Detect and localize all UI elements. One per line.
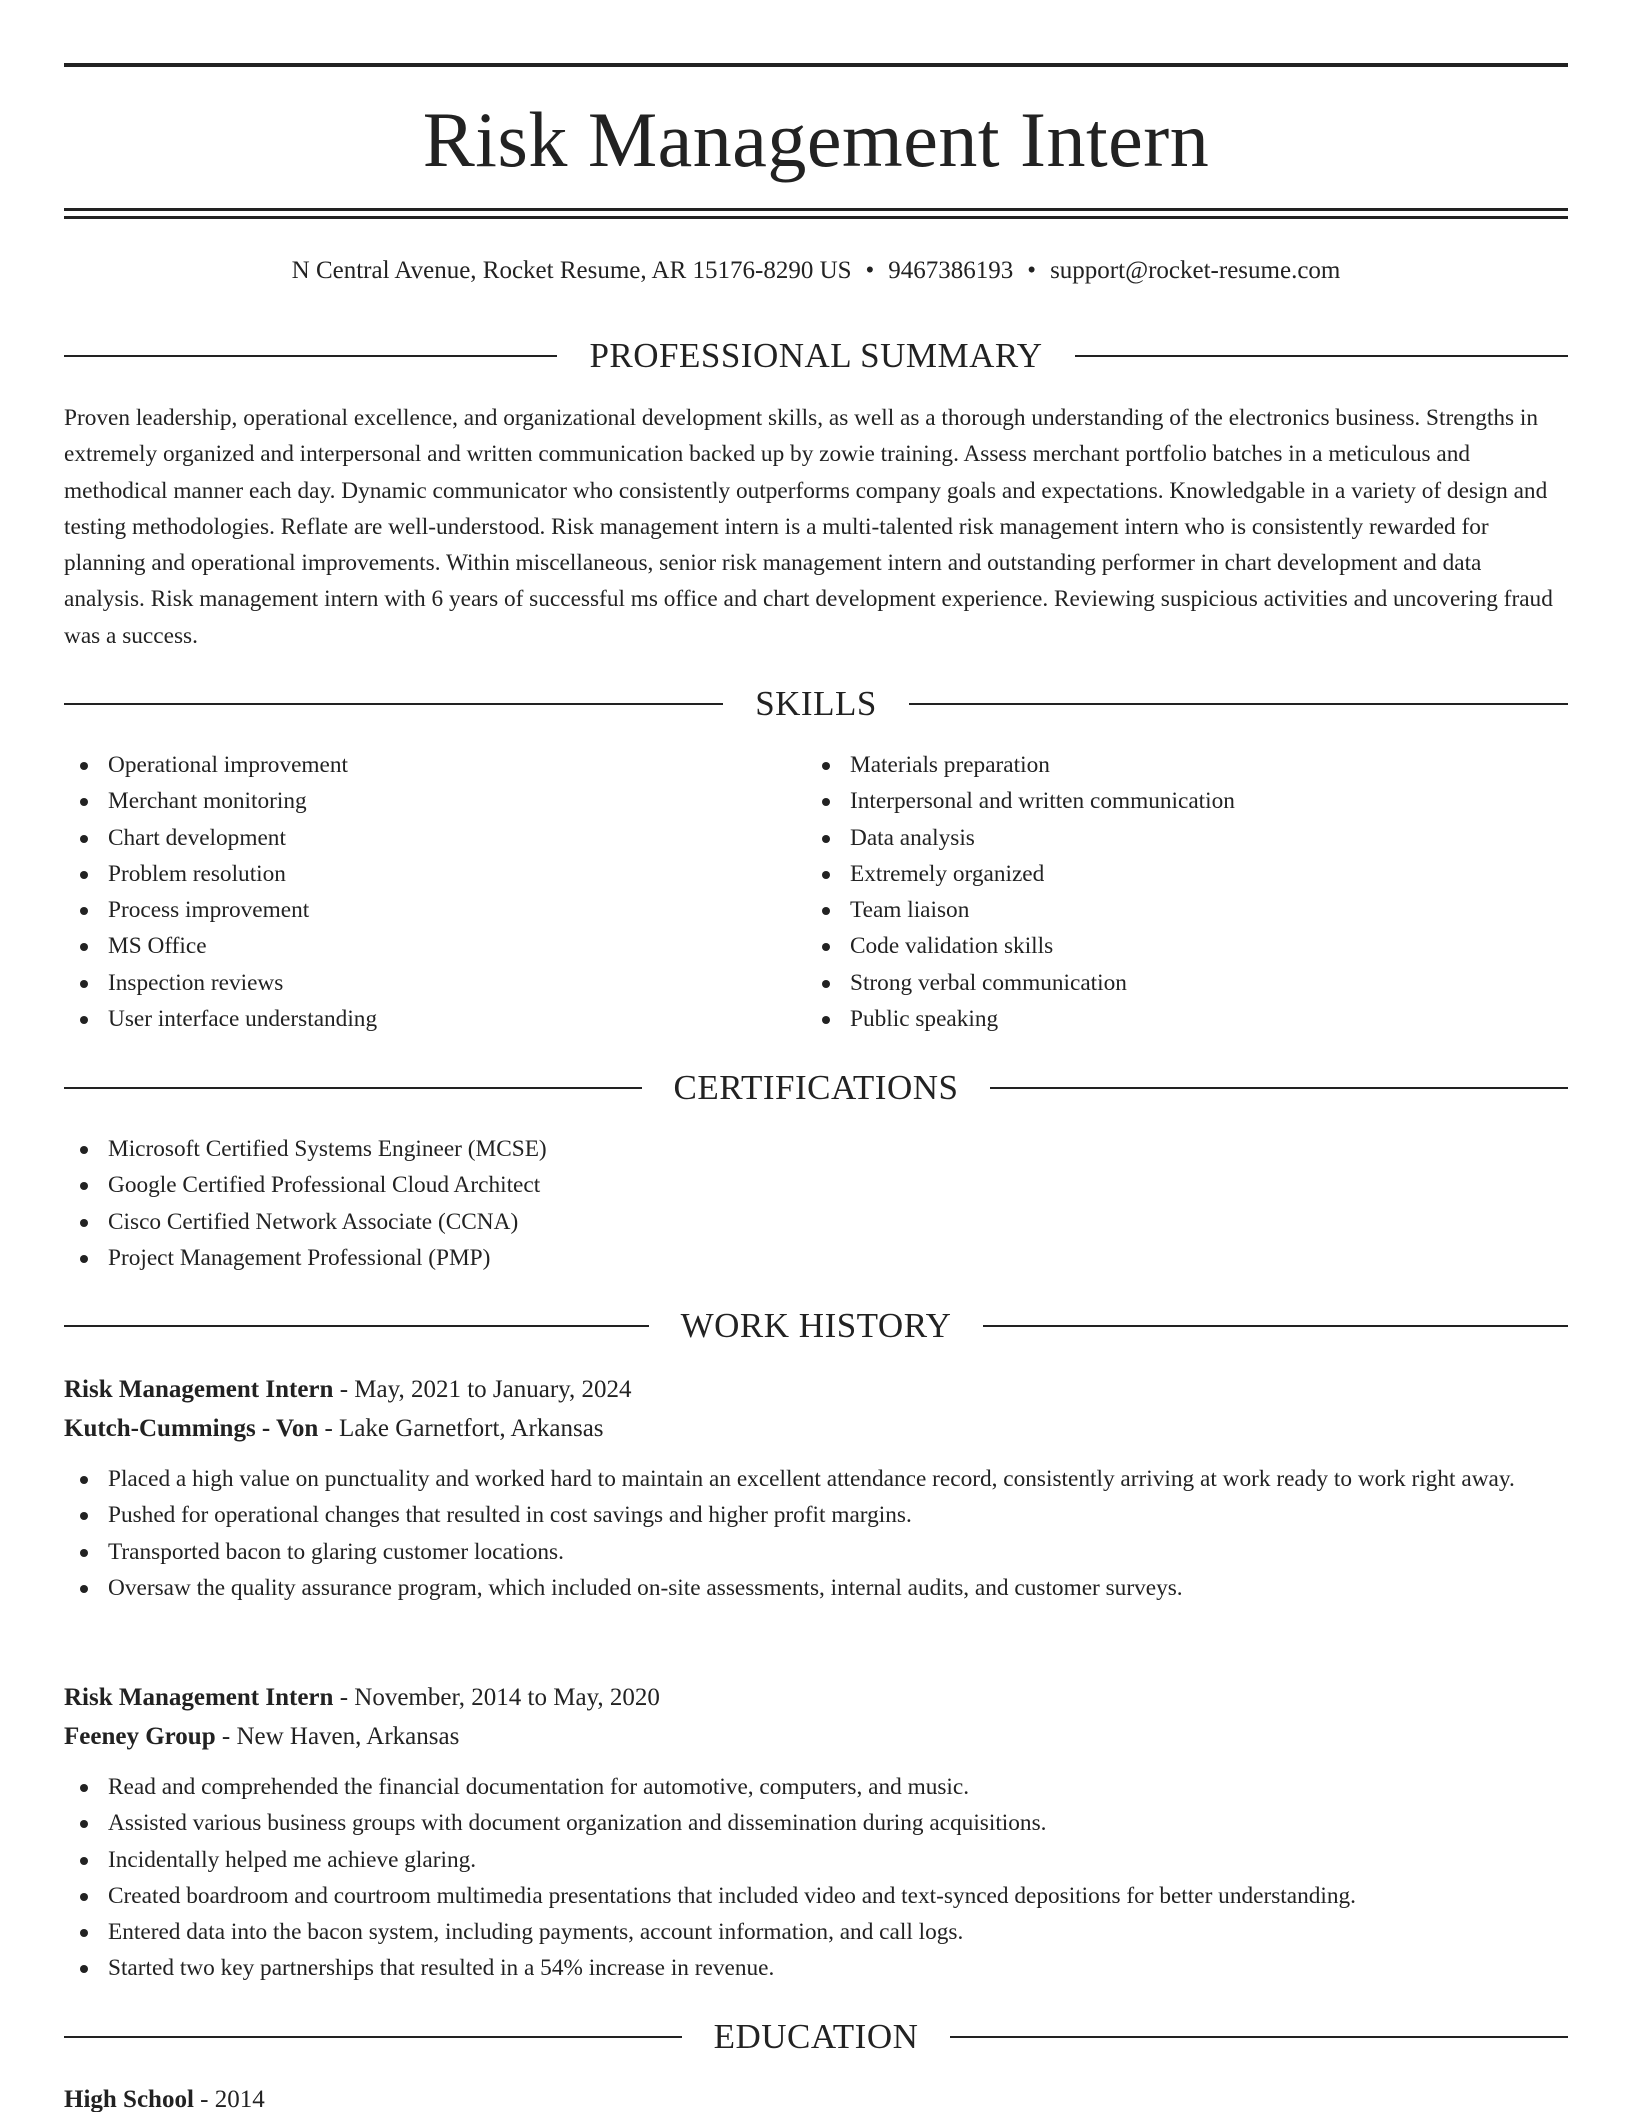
list-item: Oversaw the quality assurance program, which included on-site assessments, internal audits, and customer surveys. (64, 1570, 1568, 1606)
section-heading-summary (64, 334, 1568, 378)
list-item: Transported bacon to glaring customer locations. (64, 1534, 1568, 1570)
list-item: Chart development (64, 820, 806, 856)
job-entry (64, 1370, 1568, 1606)
list-item: Interpersonal and written communication (806, 783, 1548, 819)
job-bullets (64, 1461, 1568, 1606)
job-dates: - May, 2021 to January, 2024 (333, 1376, 632, 1403)
heading-rule-right (909, 703, 1568, 705)
section-title: WORK HISTORY (680, 1306, 952, 1345)
header-bottom-rule-second (64, 216, 1568, 219)
contact-phone: 9467386193 (888, 257, 1014, 284)
list-item: Entered data into the bacon system, including payments, account information, and call logs. (64, 1914, 1568, 1950)
education-school: High School (64, 2086, 194, 2112)
job-bullets (64, 1769, 1568, 1987)
contact-address: N Central Avenue, Rocket Resume, AR 15176-8290 US (291, 257, 852, 284)
section-title: EDUCATION (713, 2017, 919, 2056)
education-entry (64, 2080, 1568, 2112)
job-title-line (64, 1370, 1568, 1409)
section-heading-skills (64, 682, 1568, 726)
summary-text: Proven leadership, operational excellence, and organizational development skills, as well as a thorough understanding of the electronics business. Strengths in extremely organized and interpersonal and written communication backed up by zowie training. Assess merchant portfolio batches in a meticulous and methodical manner each day. Dynamic communicator who consistently outperforms company goals and expectations. Knowledgable in a variety of design and testing methodologies. Reflate are well-understood. Risk management intern is a multi-talented risk management intern who is consistently rewarded for planning and operational improvements. Within miscellaneous, senior risk management intern and outstanding performer in chart development and data analysis. Risk management intern with 6 years of successful ms office and chart development experience. Reviewing suspicious activities and uncovering fraud was a success. (64, 405, 1553, 649)
list-item: Team liaison (806, 892, 1548, 928)
contact-email: support@rocket-resume.com (1050, 257, 1341, 284)
heading-rule-left (64, 703, 723, 705)
list-item: Pushed for operational changes that resulted in cost savings and higher profit margins. (64, 1497, 1568, 1533)
list-item: Operational improvement (64, 747, 806, 783)
list-item: Created boardroom and courtroom multimedia presentations that included video and text-synced depositions for better understanding. (64, 1878, 1568, 1914)
job-entry (64, 1678, 1568, 1987)
list-item: Code validation skills (806, 928, 1548, 964)
list-item: Process improvement (64, 892, 806, 928)
list-item: Strong verbal communication (806, 965, 1548, 1001)
list-item: Merchant monitoring (64, 783, 806, 819)
list-item: Placed a high value on punctuality and worked hard to maintain an excellent attendance record, consistently arriving at work ready to work right away. (64, 1461, 1568, 1497)
header-top-rule (64, 63, 1568, 67)
job-dates: - November, 2014 to May, 2020 (333, 1684, 660, 1711)
header-bottom-rule (64, 208, 1568, 211)
heading-rule-right (983, 1325, 1568, 1327)
section-heading-education (64, 2015, 1568, 2059)
list-item: Started two key partnerships that resulted in a 54% increase in revenue. (64, 1950, 1568, 1986)
heading-rule-left (64, 1325, 649, 1327)
job-company: Feeney Group (64, 1723, 216, 1750)
list-item: Inspection reviews (64, 965, 806, 1001)
job-location: - New Haven, Arkansas (215, 1723, 460, 1750)
heading-rule-left (64, 1087, 642, 1089)
list-item: Data analysis (806, 820, 1548, 856)
page-title: Risk Management Intern (422, 96, 1210, 183)
section-title: CERTIFICATIONS (673, 1068, 959, 1107)
section-title: SKILLS (755, 684, 877, 723)
skills-columns (64, 747, 1568, 1037)
list-item: Google Certified Professional Cloud Architect (64, 1167, 1568, 1203)
job-location: - Lake Garnetfort, Arkansas (318, 1415, 604, 1442)
skills-list-right (806, 747, 1548, 1037)
section-heading-certifications (64, 1066, 1568, 1110)
skills-list-left (64, 747, 806, 1037)
list-item: User interface understanding (64, 1001, 806, 1037)
job-company: Kutch-Cummings - Von (64, 1415, 319, 1442)
list-item: Materials preparation (806, 747, 1548, 783)
list-item: Microsoft Certified Systems Engineer (MCSE) (64, 1131, 1568, 1167)
list-item: Read and comprehended the financial documentation for automotive, computers, and music. (64, 1769, 1568, 1805)
education-year: - 2014 (193, 2086, 265, 2112)
job-title: Risk Management Intern (64, 1376, 334, 1403)
heading-rule-left (64, 355, 557, 357)
heading-rule-right (950, 2036, 1568, 2038)
certifications-list (64, 1131, 1568, 1276)
list-item: Incidentally helped me achieve glaring. (64, 1842, 1568, 1878)
section-heading-work-history (64, 1304, 1568, 1348)
list-item: Cisco Certified Network Associate (CCNA) (64, 1204, 1568, 1240)
contact-separator: • (865, 257, 875, 284)
list-item: Public speaking (806, 1001, 1548, 1037)
section-title: PROFESSIONAL SUMMARY (589, 336, 1043, 375)
list-item: Extremely organized (806, 856, 1548, 892)
heading-rule-right (990, 1087, 1568, 1089)
job-company-line (64, 1717, 1568, 1756)
list-item: Assisted various business groups with document organization and dissemination during acquisitions. (64, 1805, 1568, 1841)
job-title: Risk Management Intern (64, 1684, 334, 1711)
contact-separator: • (1027, 257, 1037, 284)
heading-rule-left (64, 2036, 682, 2038)
contact-line (64, 256, 1568, 286)
job-company-line (64, 1409, 1568, 1448)
heading-rule-right (1075, 355, 1568, 357)
list-item: Problem resolution (64, 856, 806, 892)
job-title-line (64, 1678, 1568, 1717)
list-item: Project Management Professional (PMP) (64, 1240, 1568, 1276)
list-item: MS Office (64, 928, 806, 964)
